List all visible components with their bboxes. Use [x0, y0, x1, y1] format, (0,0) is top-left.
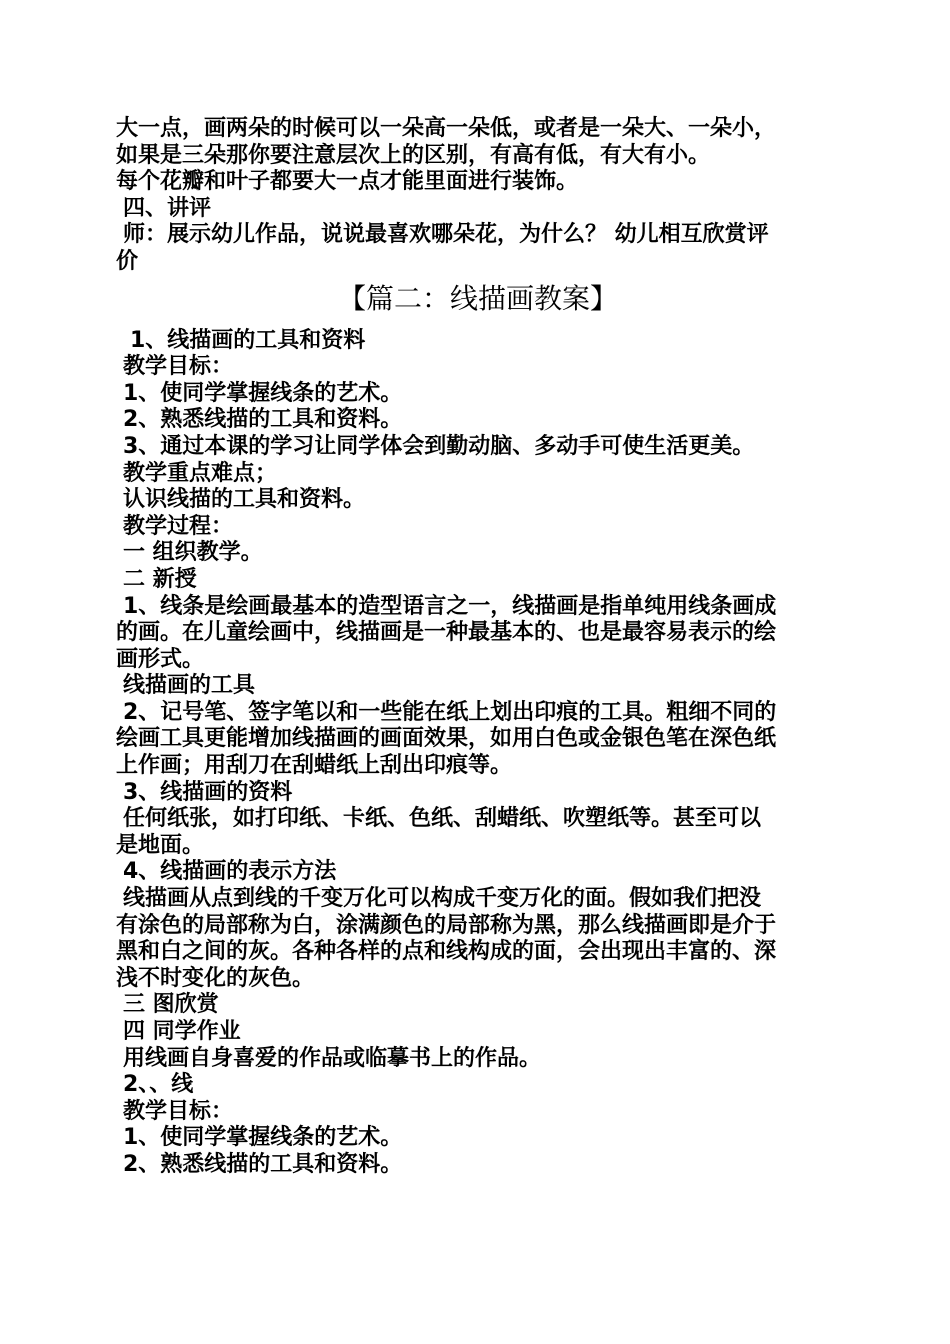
section-heading-review: 四、讲评 [123, 195, 212, 221]
text-line: 2、、线 [123, 1072, 194, 1098]
text-line: 2、熟悉线描的工具和资料。 [123, 1151, 403, 1177]
text-line: 师：展示幼儿作品，说说最喜欢哪朵花，为什么？ 幼儿相互欣赏评 [123, 222, 769, 248]
text-line: 3、通过本课的学习让同学体会到勤动脑、多动手可使生活更美。 [123, 433, 755, 459]
text-line: 2、熟悉线描的工具和资料。 [123, 407, 403, 433]
text-line: 3、线描画的资料 [123, 779, 293, 805]
text-line: 线描画的工具 [123, 673, 256, 699]
text-line: 教学目标： [123, 1098, 234, 1124]
document-body [116, 116, 840, 1179]
text-line: 线描画从点到线的千变万化可以构成千变万化的面。假如我们把没 [123, 886, 762, 912]
text-line: 认识线描的工具和资料。 [123, 487, 366, 513]
text-line: 四 同学作业 [123, 1019, 241, 1044]
text-line: 二 新授 [123, 566, 197, 592]
text-line: 教学目标： [123, 354, 234, 380]
text-line: 有涂色的局部称为白，涂满颜色的局部称为黑，那么线描画即是介于 [116, 912, 777, 938]
text-line: 任何纸张，如打印纸、卡纸、色纸、刮蜡纸、吹塑纸等。甚至可以 [123, 806, 762, 832]
text-line: 一 组织教学。 [123, 540, 263, 566]
text-line: 是地面。 [116, 832, 205, 858]
text-line: 大一点，画两朵的时候可以一朵高一朵低，或者是一朵大、一朵小， [116, 116, 777, 141]
text-line: 绘画工具更能增加线描画的画面效果，如用白色或金银色笔在深色纸 [116, 726, 777, 752]
text-line: 价 [116, 248, 139, 274]
text-line: 1、使同学掌握线条的艺术。 [123, 1125, 403, 1151]
text-line: 4、线描画的表示方法 [123, 859, 337, 885]
subsection-title: 1、线描画的工具和资料 [130, 327, 366, 353]
text-line: 三 图欣赏 [123, 992, 219, 1018]
text-line: 2、记号笔、签字笔以和一些能在纸上划出印痕的工具。粗细不同的 [123, 699, 777, 725]
text-line: 如果是三朵那你要注意层次上的区别，有高有低，有大有小。 [116, 142, 711, 168]
text-line: 1、线条是绘画最基本的造型语言之一，线描画是指单纯用线条画成 [123, 593, 777, 619]
text-line: 用线画自身喜爱的作品或临摹书上的作品。 [123, 1045, 542, 1071]
text-line: 上作画；用刮刀在刮蜡纸上刮出印痕等。 [116, 753, 513, 779]
text-line: 每个花瓣和叶子都要大一点才能里面进行装饰。 [116, 169, 579, 195]
text-line: 画形式。 [116, 646, 205, 672]
text-line: 教学过程： [123, 513, 234, 539]
text-line: 浅不时变化的灰色。 [116, 965, 315, 991]
text-line: 1、使同学掌握线条的艺术。 [123, 380, 403, 406]
text-line: 教学重点难点； [123, 460, 278, 486]
text-line: 黑和白之间的灰。各种各样的点和线构成的面，会出现出丰富的、深 [116, 939, 777, 965]
part-two-title: 【篇二：线描画教案】 [337, 281, 618, 315]
text-line: 的画。在儿童绘画中，线描画是一种最基本的、也是最容易表示的绘 [116, 620, 777, 646]
